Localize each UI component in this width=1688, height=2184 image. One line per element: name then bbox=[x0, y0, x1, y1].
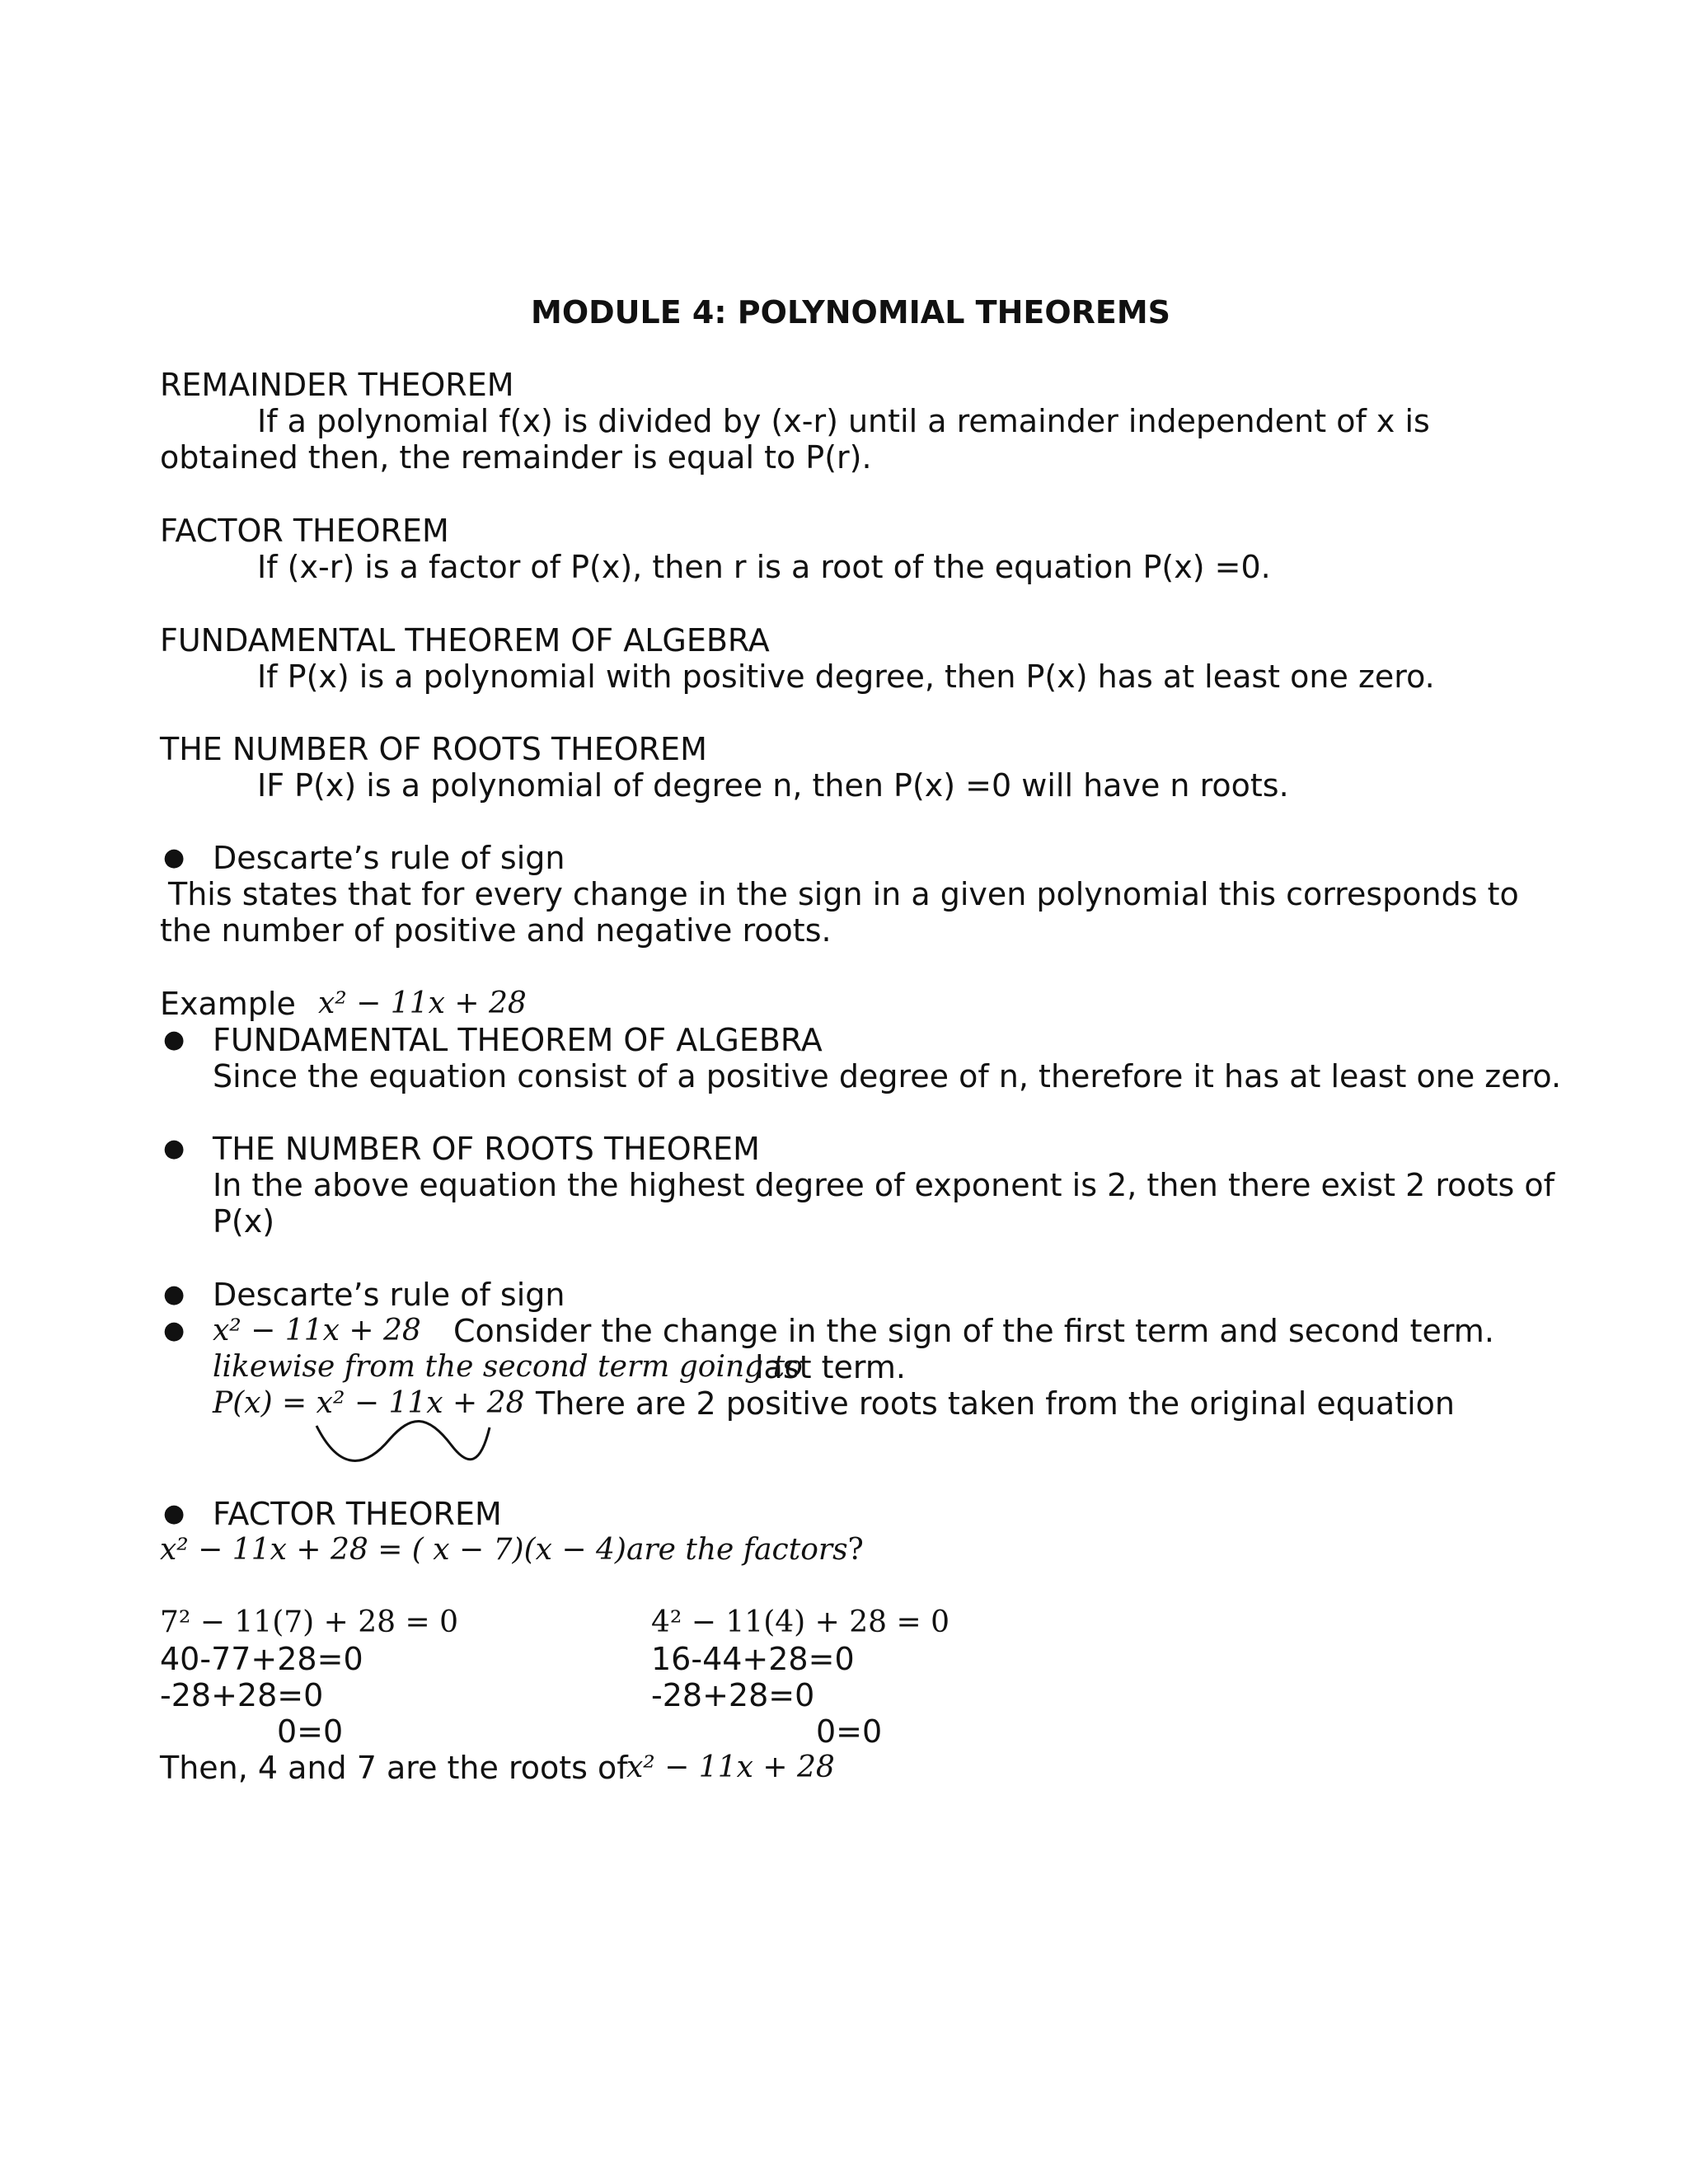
check-right-2: 16-44+28=0 bbox=[651, 1641, 855, 1677]
factor-heading: FACTOR THEOREM bbox=[160, 513, 449, 549]
example-label: Example bbox=[160, 986, 296, 1022]
descartes-heading: Descarte’s rule of sign bbox=[213, 840, 565, 876]
remainder-text-2: obtained then, the remainder is equal to P(r). bbox=[160, 439, 872, 476]
factor-text: If (x-r) is a factor of P(x), then r is a root of the equation P(x) =0. bbox=[257, 549, 1271, 585]
roots-text: IF P(x) is a polynomial of degree n, then P(x) =0 will have n roots. bbox=[257, 767, 1289, 804]
example-roots-text-2: P(x) bbox=[213, 1203, 275, 1240]
example-fundamental-text: Since the equation consist of a positive degree of n, therefore it has at least one zero. bbox=[213, 1058, 1562, 1094]
example-roots-heading: THE NUMBER OF ROOTS THEOREM bbox=[213, 1131, 760, 1167]
conclusion-text: Then, 4 and 7 are the roots of bbox=[160, 1750, 628, 1786]
bullet-icon: ● bbox=[163, 1134, 185, 1163]
fundamental-text: If P(x) is a polynomial with positive degree, then P(x) has at least one zero. bbox=[257, 658, 1435, 695]
remainder-heading: REMAINDER THEOREM bbox=[160, 367, 514, 403]
bullet-icon: ● bbox=[163, 1499, 185, 1528]
factor-equation: x² − 11x + 28 = ( x − 7)(x − 4)are the factors? bbox=[160, 1533, 864, 1567]
descartes-sign-change-text: Consider the change in the sign of the first term and second term. bbox=[453, 1313, 1494, 1349]
check-left-3: -28+28=0 bbox=[160, 1677, 324, 1713]
example-fundamental-heading: FUNDAMENTAL THEOREM OF ALGEBRA bbox=[213, 1022, 823, 1058]
bullet-icon: ● bbox=[163, 1280, 185, 1309]
descartes-text-2: the number of positive and negative roots. bbox=[160, 912, 832, 949]
remainder-text-1: If a polynomial f(x) is divided by (x-r) until a remainder independent of x is bbox=[257, 403, 1430, 439]
bullet-icon: ● bbox=[163, 843, 185, 872]
check-right-3: -28+28=0 bbox=[651, 1677, 815, 1713]
check-left-1: 7² − 11(7) + 28 = 0 bbox=[160, 1605, 459, 1639]
check-right-1: 4² − 11(4) + 28 = 0 bbox=[651, 1605, 950, 1639]
conclusion-expression: x² − 11x + 28 bbox=[626, 1750, 835, 1784]
page-title: MODULE 4: POLYNOMIAL THEOREMS bbox=[531, 294, 1171, 330]
descartes-italic-tail: last term. bbox=[755, 1349, 906, 1385]
check-left-2: 40-77+28=0 bbox=[160, 1641, 363, 1677]
roots-heading: THE NUMBER OF ROOTS THEOREM bbox=[160, 731, 707, 767]
check-right-4: 0=0 bbox=[816, 1713, 883, 1750]
positive-roots-text: There are 2 positive roots taken from the original equation bbox=[536, 1385, 1456, 1422]
px-expression: P(x) = x² − 11x + 28 bbox=[213, 1386, 525, 1420]
bullet-icon: ● bbox=[163, 1025, 185, 1054]
example-factor-heading: FACTOR THEOREM bbox=[213, 1496, 502, 1532]
descartes-expression: x² − 11x + 28 bbox=[213, 1314, 421, 1347]
example-expression: x² − 11x + 28 bbox=[318, 987, 527, 1020]
example-roots-text-1: In the above equation the highest degree of exponent is 2, then there exist 2 roots of bbox=[213, 1167, 1555, 1203]
fundamental-heading: FUNDAMENTAL THEOREM OF ALGEBRA bbox=[160, 622, 770, 658]
bullet-icon: ● bbox=[163, 1316, 185, 1345]
example-descartes-heading: Descarte’s rule of sign bbox=[213, 1277, 565, 1313]
sign-change-wave bbox=[312, 1416, 493, 1474]
check-left-4: 0=0 bbox=[277, 1713, 344, 1750]
descartes-text-1: This states that for every change in the sign in a given polynomial this corresponds to bbox=[168, 876, 1519, 912]
descartes-italic-text: likewise from the second term going to bbox=[213, 1350, 803, 1384]
